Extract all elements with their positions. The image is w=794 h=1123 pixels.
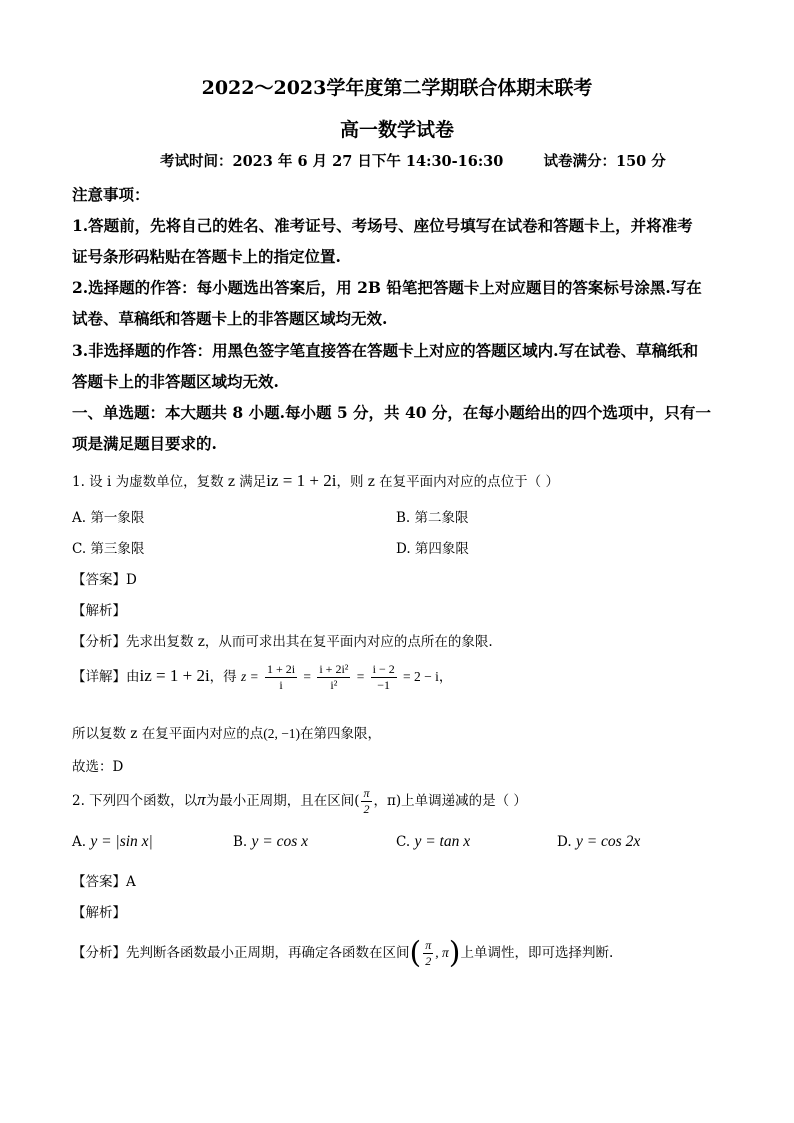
q2-mid: 为最小正周期，且在区间(	[205, 793, 360, 809]
note-3a: 3.非选择题的作答：用黑色签字笔直接答在答题卡上对应的答题区域内.写在试卷、草稿纸和	[72, 341, 699, 360]
q2-answer-value: A	[126, 874, 136, 890]
q1-detail-tag: 【详解】	[72, 669, 126, 685]
q2-fenxi-frac-num: π	[425, 938, 432, 952]
exam-info	[160, 150, 666, 171]
q1-detail: 【详解】由iz = 1 + 2i，得 z = $\frac{1 + 2i}{i}$ = $\frac{\text{i + 2i²}}{\text{i²}}$ = $\frac{i - 2}{-1}$ = 2 − i，	[72, 662, 453, 692]
q1-frac-2-den: i²	[330, 678, 338, 692]
q2-prefix: 2. 下列四个函数，以	[72, 793, 198, 809]
note-2a: 2.选择题的作答：每小题选出答案后，用 2B 铅笔把答题卡上对应题目的答案标号涂黑.写在	[72, 278, 702, 297]
q2-fenxi-a: 先判断各函数最小正周期，再确定各函数在区间	[126, 945, 410, 961]
q2-option-c-expr: y = tan x	[414, 833, 471, 850]
q2-fenxi-interval: , π	[435, 945, 449, 960]
q1-option-b: B. 第二象限	[396, 510, 469, 526]
q1-prefix: 1. 设 i 为虚数单位，复数 z 满足	[72, 474, 267, 490]
q1-option-c: C. 第三象限	[72, 541, 145, 557]
q1-detail-eq: iz = 1 + 2i	[139, 666, 210, 685]
q1-frac-3-num: i − 2	[372, 662, 395, 676]
q1-detail-z: z =	[240, 669, 259, 684]
q2-option-a-expr: y = |sin x|	[90, 833, 153, 850]
q1-equation: iz = 1 + 2i	[266, 471, 337, 490]
q2-option-a	[72, 833, 153, 851]
q1-point-line-b: 在第四象限，	[300, 726, 382, 742]
q1-answer	[72, 568, 137, 588]
q2-option-b-label: B.	[233, 834, 248, 850]
exam-title: 2022～2023学年度第二学期联合体期末联考	[201, 77, 593, 99]
exam-time: 考试时间：2023 年 6 月 27 日下午 14:30-16:30	[160, 153, 504, 170]
q2-option-d	[557, 833, 640, 851]
q2-fenxi: 【分析】先判断各函数最小正周期，再确定各函数在区间( $\frac{\pi}{2}$ , π)上单调性，即可选择判断.	[72, 935, 614, 971]
q2-answer-tag: 【答案】	[72, 874, 126, 890]
q1-fenxi	[72, 630, 493, 650]
q1-fenxi-text: 先求出复数 z，从而可求出其在复平面内对应的点所在的象限.	[126, 634, 493, 650]
q1-frac-3	[371, 662, 397, 693]
q2-interval-end: ，π)上单调递减的是（ ）	[373, 793, 527, 809]
q2-fenxi-frac-den: 2	[425, 954, 432, 968]
q1-frac-1	[265, 662, 297, 693]
q1-analysis-tag: 【解析】	[72, 603, 126, 619]
q1-answer-tag: 【答案】	[72, 572, 126, 588]
q2-answer	[72, 870, 136, 890]
q2-option-d-label: D.	[557, 834, 572, 850]
q1-frac-2-num: i + 2i²	[319, 662, 349, 676]
q1-suffix: ，则 z 在复平面内对应的点位于（ ）	[336, 474, 559, 490]
q1-choose: 故选：D	[72, 759, 124, 775]
q1-fenxi-tag: 【分析】	[72, 634, 126, 650]
q1-point-line-a: 所以复数 z 在复平面内对应的点	[72, 726, 264, 742]
q1-frac-1-den: i	[279, 678, 283, 692]
note-1b: 证号条形码粘贴在答题卡上的指定位置.	[72, 247, 341, 266]
q2-stem	[72, 786, 527, 817]
q2-option-c	[396, 833, 470, 851]
q1-option-d: D. 第四象限	[396, 541, 469, 557]
q2-frac	[361, 786, 371, 817]
q1-detail-prefix: 由	[126, 669, 140, 685]
note-1a: 1.答题前，先将自己的姓名、准考证号、考场号、座位号填写在试卷和答题卡上，并将准考	[72, 216, 693, 235]
full-score: 试卷满分：150 分	[543, 153, 666, 170]
q2-fenxi-frac	[423, 938, 433, 969]
note-2b: 试卷、草稿纸和答题卡上的非答题区域均无效.	[72, 309, 388, 328]
note-3b: 答题卡上的非答题区域均无效.	[72, 372, 279, 391]
q1-option-a: A. 第一象限	[72, 510, 145, 526]
q2-pi: π	[197, 790, 206, 809]
q2-option-d-expr: y = cos 2x	[575, 833, 641, 850]
q1-frac-3-den: −1	[377, 678, 391, 692]
q1-detail-result: = 2 − i，	[403, 669, 453, 684]
q2-frac-den: 2	[363, 802, 370, 816]
q1-frac-2	[317, 662, 350, 693]
exam-subtitle: 高一数学试卷	[339, 119, 454, 141]
q1-detail-mid: ，得	[209, 669, 237, 685]
q2-frac-num: π	[363, 786, 370, 800]
q1-frac-1-num: 1 + 2i	[267, 662, 296, 676]
section1-line-a: 一、单选题：本大题共 8 小题.每小题 5 分，共 40 分，在每小题给出的四个选项中，只有一	[72, 403, 711, 422]
q2-option-a-label: A.	[72, 834, 87, 850]
q2-fenxi-b: 上单调性，即可选择判断.	[460, 945, 614, 961]
section1-line-b: 项是满足题目要求的.	[72, 434, 217, 453]
q2-option-b	[233, 833, 308, 851]
q1-stem	[72, 470, 559, 491]
q1-answer-value: D	[126, 572, 137, 588]
q1-point-line	[72, 722, 381, 742]
q2-option-c-label: C.	[396, 834, 411, 850]
q2-analysis-tag: 【解析】	[72, 905, 126, 921]
notes-heading: 注意事项：	[72, 185, 150, 204]
q2-fenxi-tag: 【分析】	[72, 945, 126, 961]
q2-option-b-expr: y = cos x	[251, 833, 309, 850]
q1-point: (2, −1)	[263, 726, 301, 741]
